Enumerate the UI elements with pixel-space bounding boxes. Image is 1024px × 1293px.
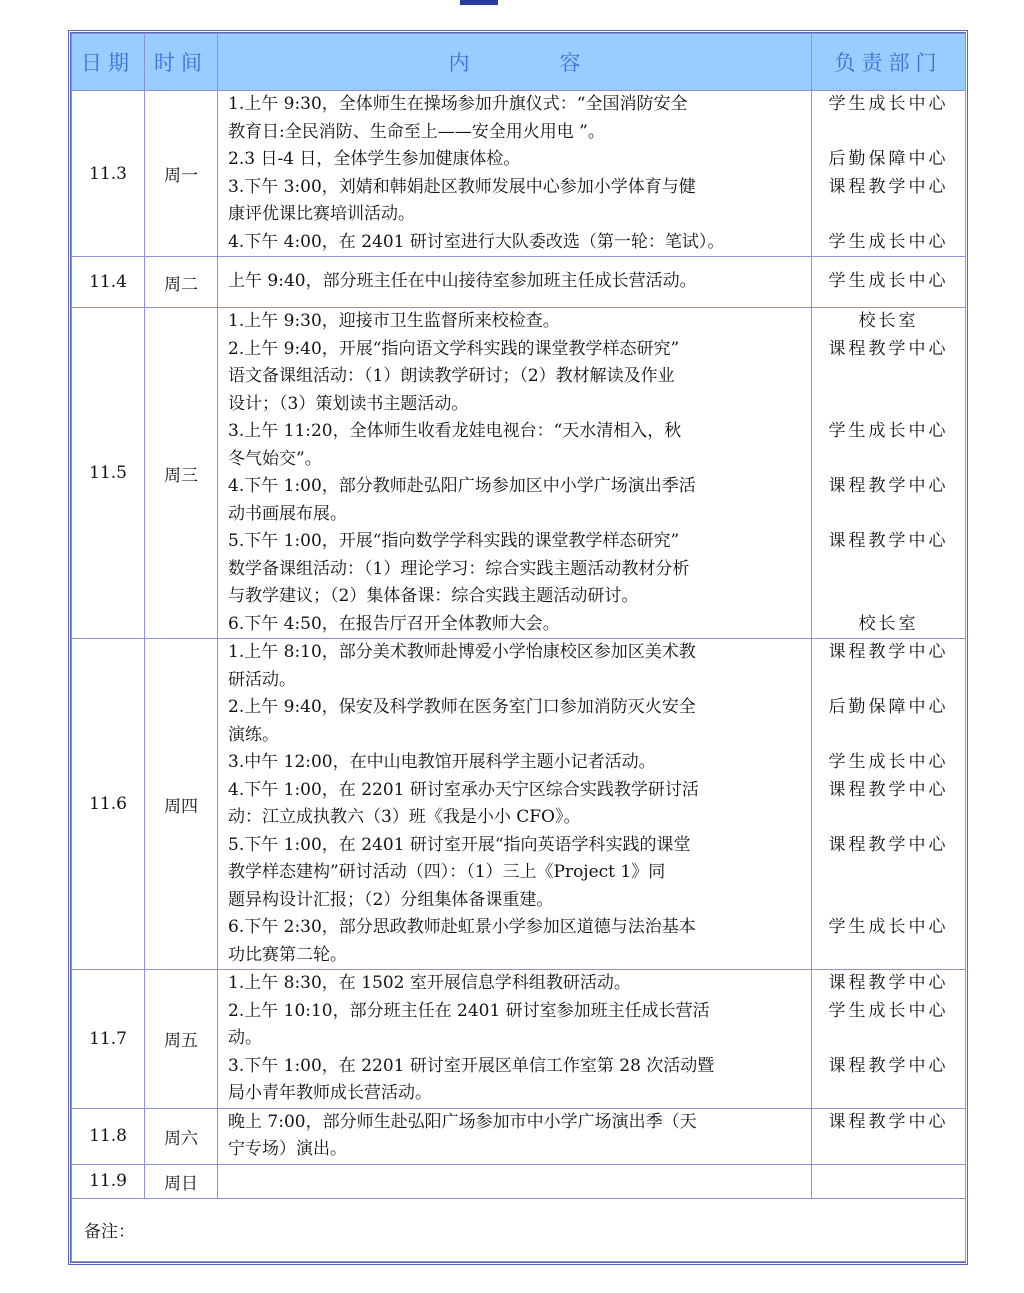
- department-line: 学生成长中心: [828, 94, 949, 114]
- table-row: [72, 257, 966, 308]
- row-department: [812, 1164, 966, 1198]
- content-line: 设计；（3）策划读书主题活动。: [228, 393, 469, 414]
- department-line: 学生成长中心: [828, 1000, 949, 1021]
- content-line: 动。: [228, 1028, 262, 1048]
- row-weekday: 周六: [145, 1108, 218, 1164]
- department-line: 学生成长中心: [828, 421, 949, 441]
- content-line: 1.上午 8:30，在 1502 室开展信息学科组教研活动。: [228, 973, 631, 993]
- content-line: 2.上午 10:10，部分班主任在 2401 研讨室参加班主任成长营活: [228, 1000, 710, 1021]
- content-line: 动书画展布展。: [228, 503, 347, 524]
- table-row: [72, 91, 966, 257]
- department-line: [812, 556, 965, 584]
- content-line: 6.下午 2:30，部分思政教师赴虹景小学参加区道德与法治基本: [228, 917, 696, 937]
- department-line: [812, 1080, 965, 1108]
- header-content-right: 容: [559, 51, 581, 75]
- department-line: [812, 722, 965, 750]
- row-content: [218, 970, 812, 1109]
- row-department: [812, 970, 966, 1109]
- department-line: [812, 667, 965, 695]
- department-line: 校长室: [858, 613, 919, 634]
- department-line: 课程教学中心: [828, 779, 949, 800]
- department-line: 学生成长中心: [828, 752, 949, 772]
- department-line: [812, 391, 965, 419]
- content-line: 3.上午 11:20，全体师生收看龙娃电视台：“天水清相入，秋: [228, 421, 682, 441]
- department-line: 课程教学中心: [828, 1055, 949, 1076]
- content-line: 6.下午 4:50，在报告厅召开全体教师大会。: [228, 613, 560, 634]
- department-line: [812, 363, 965, 391]
- row-content: [218, 1108, 812, 1164]
- table-row: [72, 1108, 966, 1164]
- row-date: 11.4: [72, 257, 145, 308]
- content-line: 语文备课组活动：（1）朗读教学研讨；（2）教材解读及作业: [228, 366, 675, 386]
- content-line: 题异构设计汇报；（2）分组集体备课重建。: [228, 889, 554, 910]
- content-line: 2.上午 9:40，开展“指向语文学科实践的课堂教学样态研究”: [228, 338, 680, 359]
- content-line: 动：江立成执教六（3）班《我是小小 CFO》。: [228, 807, 581, 827]
- department-line: 课程教学中心: [828, 1111, 949, 1132]
- department-line: 课程教学中心: [828, 476, 949, 496]
- row-content: [218, 91, 812, 257]
- page-top-marker: [460, 0, 498, 5]
- content-line: 教育日:全民消防、生命至上——安全用火用电 ”。: [228, 121, 605, 142]
- content-line: 晚上 7:00，部分师生赴弘阳广场参加市中小学广场演出季（天: [228, 1111, 697, 1132]
- table-header-row: [72, 34, 966, 91]
- row-date: 11.7: [72, 970, 145, 1109]
- department-line: 课程教学中心: [828, 834, 949, 855]
- header-date: 日期: [72, 34, 145, 91]
- content-line: 3.下午 3:00，刘婧和韩娟赴区教师发展中心参加小学体育与健: [228, 176, 696, 197]
- content-line: 局小青年教师成长营活动。: [228, 1083, 432, 1103]
- content-line: 数学备课组活动：（1）理论学习：综合实践主题活动教材分析: [228, 558, 690, 579]
- header-day: 时间: [145, 34, 218, 91]
- department-line: 后勤保障中心: [828, 697, 949, 717]
- row-weekday: 周日: [145, 1164, 218, 1198]
- content-line: 4.下午 1:00，在 2201 研讨室承办天宁区综合实践教学研讨活: [228, 779, 699, 800]
- row-department: [812, 308, 966, 639]
- row-weekday: 周二: [145, 257, 218, 308]
- content-line: 演练。: [228, 724, 279, 745]
- row-department: [812, 91, 966, 257]
- content-line: 上午 9:40，部分班主任在中山接待室参加班主任成长营活动。: [228, 271, 697, 292]
- row-content: [218, 639, 812, 970]
- row-weekday: 周五: [145, 970, 218, 1109]
- table-row: [72, 639, 966, 970]
- content-line: 5.下午 1:00，在 2401 研讨室开展“指向英语学科实践的课堂: [228, 834, 691, 855]
- department-line: [812, 804, 965, 832]
- department-line: 后勤保障中心: [828, 149, 949, 169]
- note-label: 备注：: [72, 1198, 966, 1261]
- department-line: [812, 446, 965, 474]
- row-date: 11.8: [72, 1108, 145, 1164]
- department-line: [812, 887, 965, 915]
- header-content-left: 内: [448, 51, 470, 75]
- content-line: 宁专场）演出。: [228, 1139, 347, 1159]
- row-department: [812, 639, 966, 970]
- content-line: 1.上午 8:10，部分美术教师赴博爱小学怡康校区参加区美术教: [228, 642, 696, 662]
- department-line: 课程教学中心: [828, 531, 949, 551]
- header-dept: 负责部门: [812, 34, 966, 91]
- department-line: [812, 119, 965, 147]
- row-department: [812, 1108, 966, 1164]
- content-line: 1.上午 9:30，迎接市卫生监督所来校检查。: [228, 311, 560, 331]
- content-line: 冬气始交”。: [228, 448, 322, 469]
- content-line: 康评优课比赛培训活动。: [228, 204, 415, 224]
- row-date: 11.6: [72, 639, 145, 970]
- row-date: 11.5: [72, 308, 145, 639]
- department-line: 学生成长中心: [828, 917, 949, 937]
- table-row: [72, 970, 966, 1109]
- department-line: [812, 501, 965, 529]
- row-date: 11.9: [72, 1164, 145, 1198]
- content-line: 教学样态建构”研讨活动（四）：（1）三上《Project 1》同: [228, 862, 666, 882]
- table-row: [72, 308, 966, 639]
- content-line: 4.下午 1:00，部分教师赴弘阳广场参加区中小学广场演出季活: [228, 476, 696, 496]
- department-line: 学生成长中心: [828, 271, 949, 292]
- department-line: [812, 583, 965, 611]
- note-row: [72, 1198, 966, 1261]
- content-line: 5.下午 1:00，开展“指向数学学科实践的课堂教学样态研究”: [228, 531, 680, 551]
- department-line: 校长室: [858, 311, 919, 331]
- row-weekday: 周一: [145, 91, 218, 257]
- department-line: 课程教学中心: [828, 338, 949, 359]
- row-department: [812, 257, 966, 308]
- row-weekday: 周四: [145, 639, 218, 970]
- row-content: [218, 1164, 812, 1198]
- weekly-schedule-table: [68, 30, 968, 1265]
- content-line: 3.中午 12:00，在中山电教馆开展科学主题小记者活动。: [228, 752, 656, 772]
- department-line: [812, 942, 965, 970]
- row-weekday: 周三: [145, 308, 218, 639]
- department-line: 课程教学中心: [828, 973, 949, 993]
- department-line: [812, 1025, 965, 1053]
- row-date: 11.3: [72, 91, 145, 257]
- department-line: [812, 201, 965, 229]
- content-line: 1.上午 9:30，全体师生在操场参加升旗仪式：“全国消防安全: [228, 94, 688, 114]
- content-line: 3.下午 1:00，在 2201 研讨室开展区单信工作室第 28 次活动暨: [228, 1055, 715, 1076]
- content-line: 功比赛第二轮。: [228, 944, 347, 965]
- table-row: [72, 1164, 966, 1198]
- content-line: 研活动。: [228, 669, 296, 690]
- content-line: 与教学建议；（2）集体备课：综合实践主题活动研讨。: [228, 586, 639, 606]
- header-content: [218, 34, 812, 91]
- content-line: 2.3 日-4 日，全体学生参加健康体检。: [228, 149, 521, 169]
- department-line: 课程教学中心: [828, 642, 949, 662]
- content-line: 4.下午 4:00，在 2401 研讨室进行大队委改选（第一轮：笔试）。: [228, 231, 725, 252]
- department-line: [812, 859, 965, 887]
- department-line: 学生成长中心: [828, 231, 949, 252]
- row-content: [218, 257, 812, 308]
- content-line: 2.上午 9:40，保安及科学教师在医务室门口参加消防灭火安全: [228, 697, 696, 717]
- department-line: 课程教学中心: [828, 176, 949, 197]
- row-content: [218, 308, 812, 639]
- department-line: [812, 1136, 965, 1164]
